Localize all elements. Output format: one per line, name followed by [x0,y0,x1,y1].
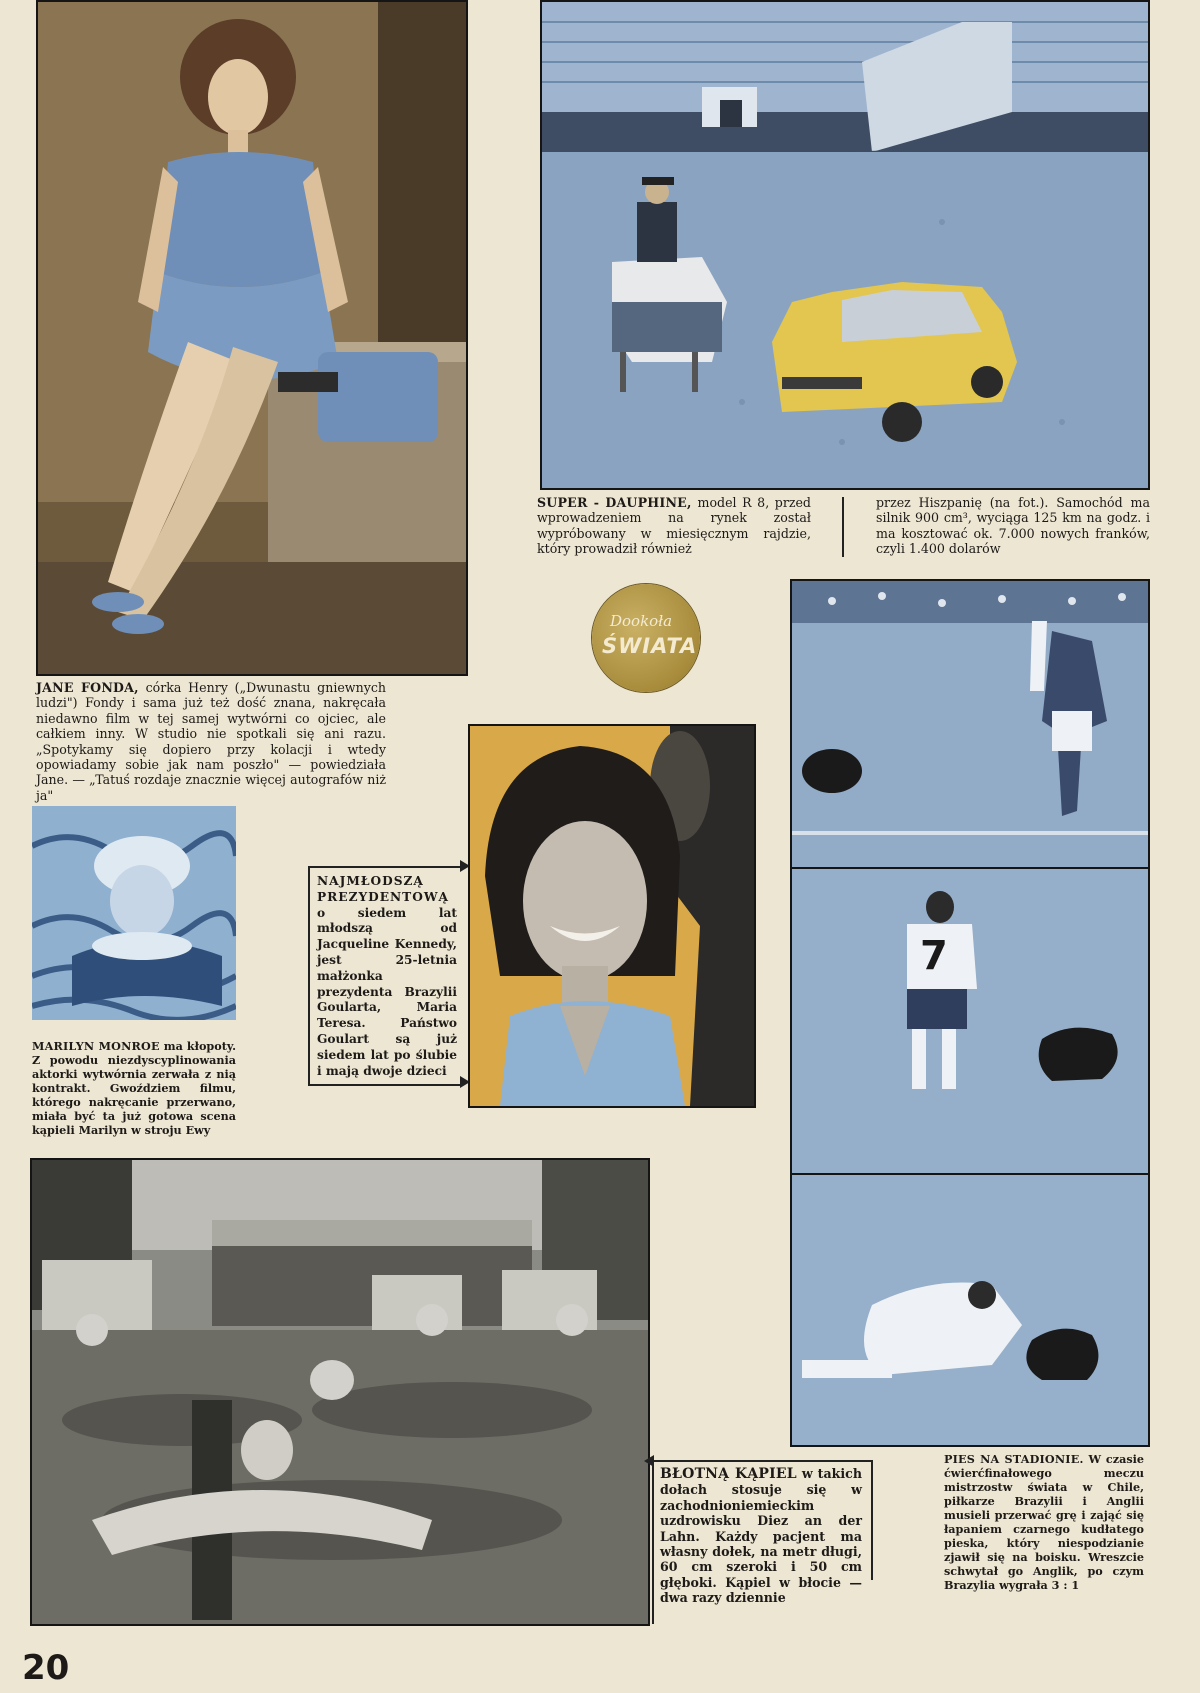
mud-caption-rule [652,1460,654,1624]
mud-caption [660,1466,862,1606]
dauphine-text-1: model R 8, przed wprowadzeniem na rynek został wypróbowany w miesięcznym rajdzie, który prowadził również [537,495,811,557]
fonda-caption [36,680,386,803]
stadium-dog-photo-1 [790,579,1150,871]
fonda-text: córka Henry („Dwunastu gniewnych ludzi") Fondy i sama już też dość znana, nakręcała niedawno film w tej samej wytwórni co ojciec, ale całkiem inny. W studio nie spotkali się ani razu. „Spotykamy się dopiero przy kolacji i wtedy opowiadamy sobie jak nam poszło" — powiedziała Jane. — „Tatuś rozdaje znacznie więcej autografów niż ja" [36,680,386,803]
page-number: 20 [22,1648,70,1688]
dog-lead: PIES NA STADIONIE. [944,1452,1084,1466]
super-dauphine-photo [540,0,1150,490]
marilyn-monroe-photo [32,806,236,1020]
stadium-dog-photo-3 [790,1173,1150,1447]
monroe-caption [32,1039,236,1137]
maria-teresa-goulart-photo [468,724,756,1108]
dog-text: W czasie ćwierćfinałowego meczu mistrzostw świata w Chile, piłkarze Brazylii i Anglii musieli przerwać grę i zająć się łapaniem czarnego kudłatego pieska, który niespodzianie zjawił się na boisku. Wreszcie schwytał go Anglik, po czym Brazylia wygrała [944,1452,1144,1592]
president-caption [317,874,457,1079]
logo-line1: Dookoła [610,612,673,630]
president-text: o siedem lat młodszą od Jacqueline Kennedy, jest 25-letnia małżonka prezydenta Brazylii Goularta, Maria Teresa. Państwo Goulart są już siedem lat po ślubie i mają dwoje dzieci [317,905,457,1078]
fonda-lead: JANE FONDA, [36,680,139,695]
president-lead: NAJMŁODSZĄ PREZYDENTOWĄ [317,874,450,904]
monroe-lead: MARILYN MONROE [32,1039,160,1053]
mud-caption-top-rule [654,1460,872,1462]
mud-lead: BŁOTNĄ KĄPIEL [660,1466,797,1482]
dauphine-caption-rule [842,497,844,557]
dauphine-lead: SUPER - DAUPHINE, [537,495,692,510]
arrow-left-icon [644,1455,654,1467]
jane-fonda-photo [36,0,468,676]
dauphine-caption-col2 [876,495,1150,557]
dog-caption [944,1452,1144,1592]
dauphine-caption-col1 [537,495,811,557]
mud-caption-right-rule [871,1460,873,1580]
magazine-logo [592,584,700,692]
monroe-text: ma kłopoty. Z powodu niezdyscyplinowania aktorki wytwórnia zerwała z nią kontrakt. Gwoździem filmu, którego nakręcanie przerwano, miała być ta już gotowa scena kąpieli Marilyn w stroju Ewy [32,1039,236,1137]
mud-text: w takich dołach stosuje się w zachodnioniemieckim uzdrowisku Diez an der Lahn. Każdy pacjent ma własny dołek, na metr długi, 60 cm szeroki i 50 cm głęboki. Kąpiel w błocie — dwa razy dziennie [660,1466,862,1606]
mud-bath-photo [30,1158,650,1626]
dog-score: 3 : 1 [1051,1578,1080,1592]
stadium-dog-photo-2 [790,867,1150,1177]
svg-text:7: 7 [920,933,948,979]
dauphine-text-2: przez Hiszpanię (na fot.). Samochód ma silnik 900 cm³, wyciąga 125 km na godz. i ma kosztować ok. 7.000 nowych franków, czyli 1.400 dolarów [876,495,1150,557]
logo-line2: ŚWIATA [602,634,698,658]
